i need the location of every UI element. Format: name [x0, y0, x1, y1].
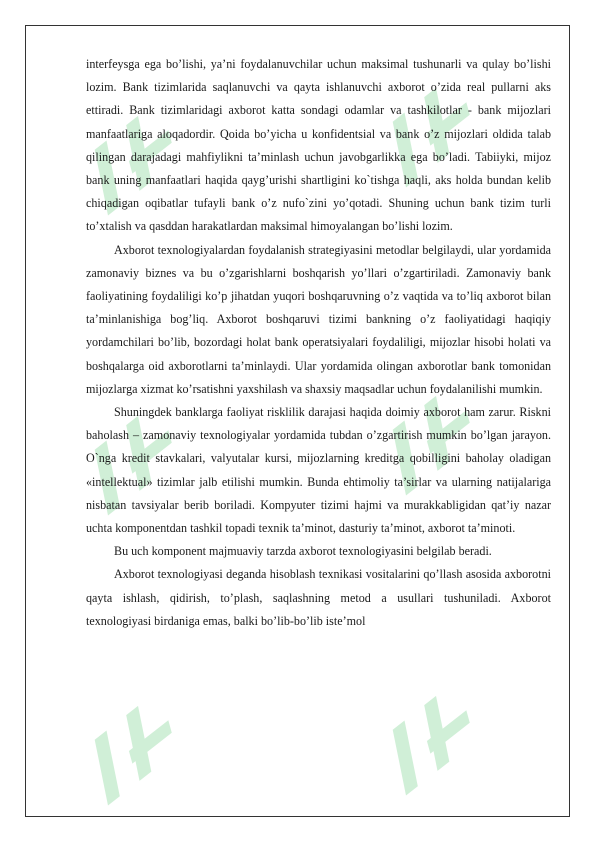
- paragraph-5: Axborot texnologiyasi deganda hisoblash texnikasi vositalarini qo’llash asosida axborotni qayta ishlash, qidirish, to’plash, saqlashning metod a usullari tushuniladi. Axborot texnologiyasi birdaniga emas, balki bo’lib-bo’lib iste’mol: [86, 567, 551, 628]
- document-body: [86, 53, 551, 633]
- paragraph-2: Axborot texnologiyalardan foydalanish strategiyasini metodlar belgilaydi, ular yordamida zamonaviy biznes va bu o’zgarishlarni boshqarish yo’llari o’zgartiriladi. Zamonaviy bank faoliyatining foydaliligi ko’p jihatdan yuqori boshqaruvning o’z vaqtida va to’liq axborot bilan ta’minlanishiga bog’liq. Axborot boshqaruvi tizimi bankning o’z faoliyatidagi haqiqiy yordamchilari bo’lib, bozordagi holat bank operatsiyalari foydaliligi, mijozlar hisobi holati va boshqalarga oid axborotlarni ta’minlaydi. Ular yordamida olingan axborotlar bank tomonidan mijozlarga xizmat ko’rsatishni yaxshilash va shaxsiy maqsadlar uchun foydalanilishi mumkin.: [86, 242, 551, 396]
- paragraph-3: Shuningdek banklarga faoliyat risklilik darajasi haqida doimiy axborot ham zarur. Riskni baholash – zamonaviy texnologiyalar yordamida tubdan o’zgartirish mumkin bo’lgan jarayon. O`nga kredit stavkalari, valyutalar kursi, mijozlarning kreditga qobilligini baholay oladigan «intellektual» tizimlar jalb etilishi mumkin. Bunda ehtimoliy ta’sirlar va ularning natijalariga nisbatan tavsiyalar berib boriladi. Kompyuter tizimi hajmi va murakkabligidan qat’iy nazar uchta komponentdan tashkil topadi texnik ta’minot, dasturiy ta’minot, axborot ta’minoti.: [86, 405, 551, 536]
- paragraph-1: interfeysga ega bo’lishi, ya’ni foydalanuvchilar uchun maksimal tushunarli va qulay bo’lishi lozim. Bank tizimlarida saqlanuvchi va qayta ishlanuvchi axborot o’zida real pullarni aks ettiradi. Bank tizimlaridagi axborot katta sondagi odamlar va tashkilotlar - bank mijozlari manfaatlariga aloqadordir. Qoida bo’yicha u konfidentsial va bank o’z mijozlari oldida talab qilingan darajadagi mahfiylikni ta’minlash uchun javobgarlikka ega bo’ladi. Tabiiyki, mijoz bank uning manfaatlari haqida qayg’urishi shartligini ko`tishga haqli, aks holda bundan kelib chiqadigan oqibatlar tufayli bank o’z nufo`zini yo’qotadi. Shuning uchun bank tizim turli to’xtalish va qasddan harakatlardan maksimal himoyalangan bo’lishi lozim.: [86, 57, 551, 234]
- paragraph-4: Bu uch komponent majmuaviy tarzda axborot texnologiyasini belgilab beradi.: [114, 544, 492, 559]
